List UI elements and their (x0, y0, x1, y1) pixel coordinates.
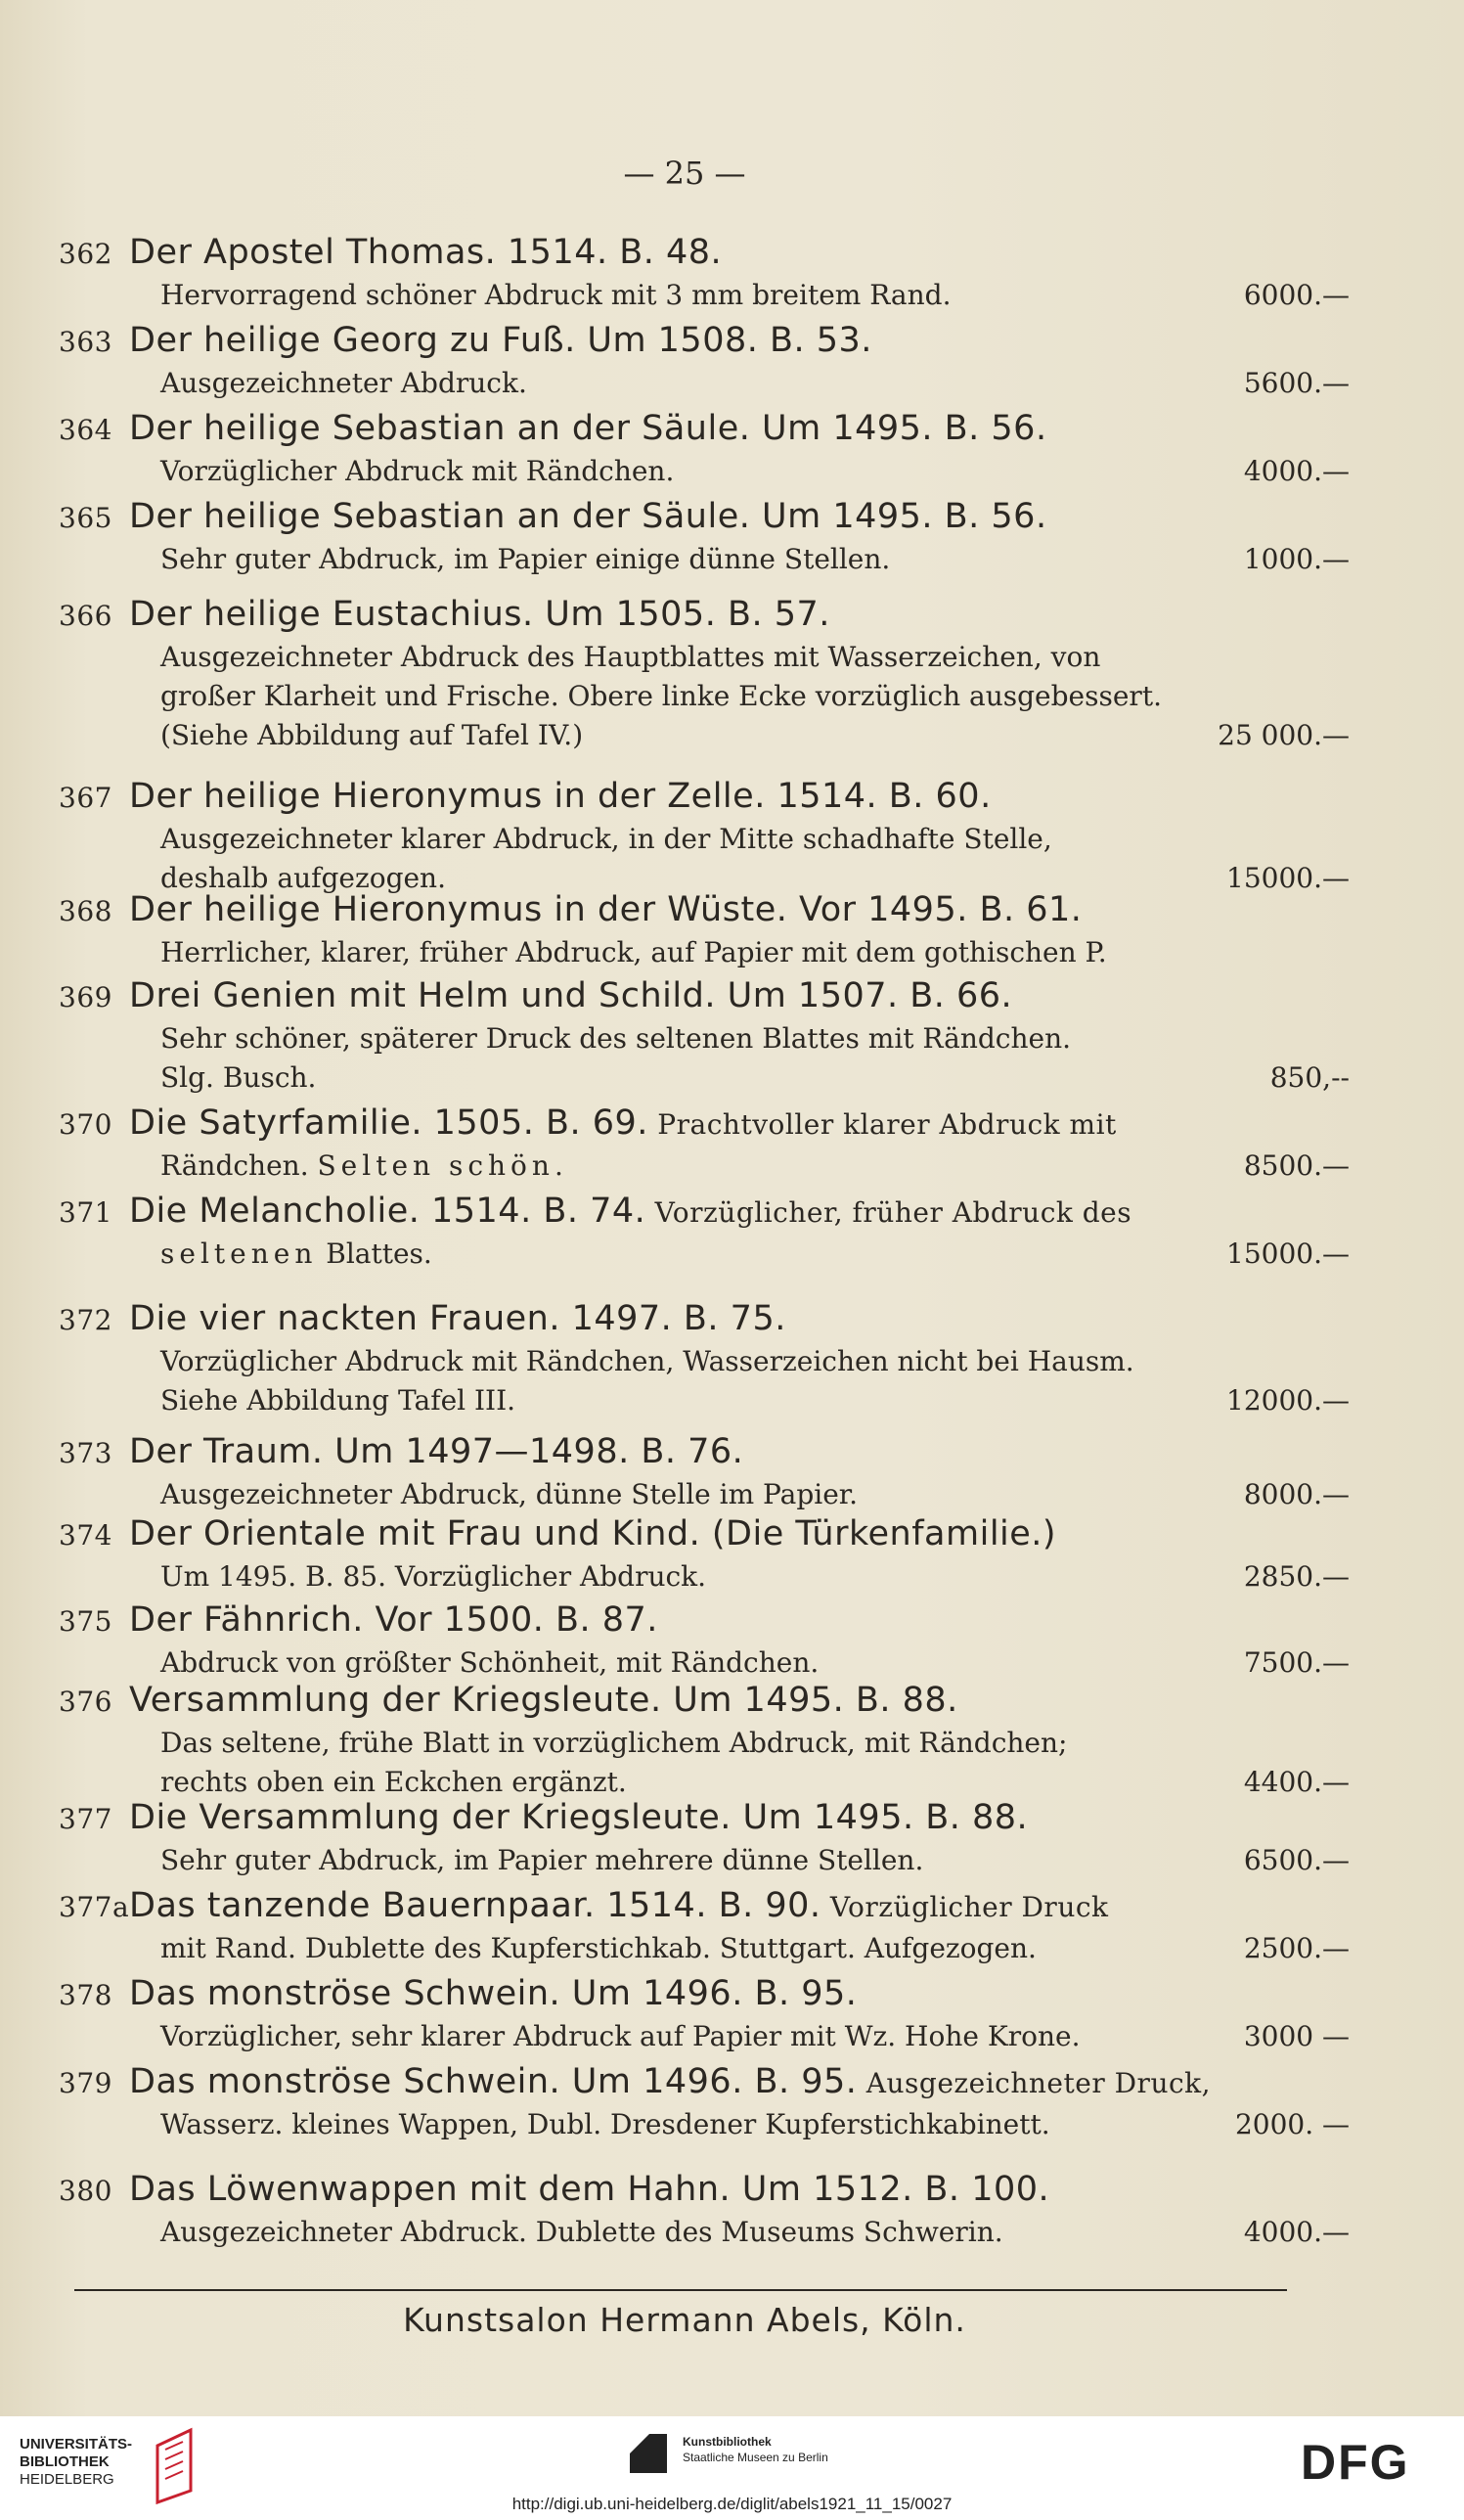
entry-number: 377 (59, 1803, 112, 1835)
description-text: großer Klarheit und Frische. Obere linke Ecke vorzüglich ausgebessert. (160, 680, 1162, 712)
entry-title-line (59, 1679, 1320, 1724)
entry-price: 5600.— (1243, 367, 1350, 399)
entry-price: 2500.— (1243, 1932, 1350, 1964)
description-text: Vorzüglicher Abdruck mit Rändchen, Wasserzeichen nicht bei Hausm. (160, 1345, 1134, 1377)
entry-number: 362 (59, 238, 112, 270)
catalog-entry (59, 1598, 1350, 1683)
catalog-entry (59, 495, 1350, 579)
ub-line-3: HEIDELBERG (20, 2471, 114, 2488)
entry-description (59, 638, 1320, 677)
entry-number: 379 (59, 2067, 112, 2099)
entry-title: Der heilige Sebastian an der Säule. Um 1495. B. 56. (129, 409, 1047, 448)
entry-title: Das monströse Schwein. Um 1496. B. 95. (129, 1974, 858, 2013)
description-text: Ausgezeichneter Abdruck. (160, 367, 527, 399)
catalog-entry (59, 407, 1350, 491)
entry-description (59, 1147, 1350, 1186)
entry-title-line (59, 1430, 1320, 1475)
entry-number: 375 (59, 1605, 112, 1638)
catalog-entry (59, 1884, 1350, 1968)
entry-price: 25 000.— (1218, 719, 1350, 751)
publisher-footer: Kunstsalon Hermann Abels, Köln. (403, 2301, 966, 2339)
entry-number: 369 (59, 981, 112, 1013)
entry-title: Die Versammlung der Kriegsleute. Um 1495. B. 88. (129, 1798, 1029, 1837)
entry-title-line (59, 407, 1320, 452)
spaced-emphasis: Selten schön. (317, 1149, 568, 1182)
footer-rule (74, 2289, 1287, 2291)
entry-description (59, 1724, 1320, 1763)
entry-title-tail: Vorzüglicher Druck (821, 1891, 1109, 1923)
entry-price: 4000.— (1243, 455, 1350, 487)
catalog-entry (59, 775, 1350, 898)
entry-number: 376 (59, 1686, 112, 1718)
description-text: Ausgezeichneter klarer Abdruck, in der Mitte schadhafte Stelle, (160, 823, 1052, 855)
description-text: Ausgezeichneter Abdruck des Hauptblattes mit Wasserzeichen, von (160, 641, 1101, 673)
description-text: Herrlicher, klarer, früher Abdruck, auf Papier mit dem gothischen P. (160, 936, 1107, 968)
entry-description (59, 716, 1350, 755)
entry-number: 373 (59, 1437, 112, 1469)
entry-title: Das Löwenwappen mit dem Hahn. Um 1512. B. 100. (129, 2170, 1050, 2209)
entry-title-line (59, 1297, 1320, 1342)
description-text: Abdruck von größter Schönheit, mit Rändchen. (160, 1646, 820, 1679)
entry-title: Der Orientale mit Frau und Kind. (Die Türkenfamilie.) (129, 1514, 1057, 1553)
entry-number: 374 (59, 1519, 112, 1552)
entry-description (59, 276, 1350, 315)
entry-title: Die Melancholie. 1514. B. 74. (129, 1192, 646, 1231)
entry-title: Das tanzende Bauernpaar. 1514. B. 90. (129, 1886, 821, 1925)
entry-number: 372 (59, 1304, 112, 1336)
entry-number: 378 (59, 1979, 112, 2011)
entry-price: 2850.— (1243, 1560, 1350, 1593)
description-text: Ausgezeichneter Abdruck, dünne Stelle im Papier. (160, 1478, 858, 1510)
entry-title: Der heilige Georg zu Fuß. Um 1508. B. 53. (129, 321, 872, 360)
entry-description (59, 820, 1320, 859)
entry-title: Der heilige Hieronymus in der Zelle. 1514. B. 60. (129, 777, 992, 816)
description-text: (Siehe Abbildung auf Tafel IV.) (160, 719, 584, 751)
entry-title: Der Apostel Thomas. 1514. B. 48. (129, 233, 723, 272)
entry-price: 12000.— (1226, 1384, 1350, 1417)
entry-title-line (59, 1884, 1320, 1929)
entry-number: 363 (59, 326, 112, 358)
spaced-emphasis: seltenen (160, 1238, 318, 1270)
page-number: — 25 — (623, 155, 746, 192)
entry-price: 6500.— (1243, 1844, 1350, 1876)
entry-price: 1000.— (1243, 543, 1350, 575)
entry-description (59, 1342, 1320, 1381)
description-text: Vorzüglicher Abdruck mit Rändchen. (160, 455, 675, 487)
catalog-entry (59, 888, 1320, 972)
catalog-entry (59, 593, 1350, 755)
entry-number: 364 (59, 414, 112, 446)
entry-number: 380 (59, 2175, 112, 2207)
entry-description (59, 1929, 1350, 1968)
entry-title-line (59, 1796, 1320, 1841)
kb-line-1: Kunstbibliothek (683, 2435, 772, 2449)
entry-description (59, 933, 1320, 972)
entry-title-line (59, 1972, 1320, 2017)
entry-price: 8500.— (1243, 1149, 1350, 1182)
description-text: Siehe Abbildung Tafel III. (160, 1384, 516, 1417)
entry-title: Die vier nackten Frauen. 1497. B. 75. (129, 1299, 786, 1338)
dfg-logo[interactable]: DFG (1301, 2435, 1410, 2490)
catalog-entry (59, 1430, 1350, 1514)
description-text: Das seltene, frühe Blatt in vorzüglichem Abdruck, mit Rändchen; (160, 1727, 1068, 1759)
entry-title-tail: Prachtvoller klarer Abdruck mit (647, 1108, 1117, 1141)
entry-title: Der Traum. Um 1497—1498. B. 76. (129, 1432, 744, 1471)
entry-price: 8000.— (1243, 1478, 1350, 1510)
entry-price: 850,-- (1269, 1061, 1350, 1094)
description-text: Um 1495. B. 85. Vorzüglicher Abdruck. (160, 1560, 707, 1593)
kunstbibliothek-logo[interactable] (626, 2430, 828, 2481)
entry-number: 368 (59, 895, 112, 927)
description-text: Wasserz. kleines Wappen, Dubl. Dresdener Kupferstichkabinett. (160, 2108, 1050, 2140)
kb-line-2: Staatliche Museen zu Berlin (683, 2451, 828, 2464)
entry-title: Der heilige Eustachius. Um 1505. B. 57. (129, 595, 830, 634)
description-text: rechts oben ein Eckchen ergänzt. (160, 1766, 627, 1798)
entry-title: Der heilige Sebastian an der Säule. Um 1495. B. 56. (129, 497, 1047, 536)
catalog-entry (59, 1679, 1350, 1802)
permalink-url[interactable]: http://digi.ub.uni-heidelberg.de/diglit/abels1921_11_15/0027 (511, 2495, 953, 2513)
catalog-entry (59, 319, 1350, 403)
entry-title-line (59, 2060, 1320, 2105)
ub-line-2: BIBLIOTHEK (20, 2453, 110, 2470)
entry-title: Der Fähnrich. Vor 1500. B. 87. (129, 1600, 658, 1640)
entry-description (59, 540, 1350, 579)
description-text: Rändchen. (160, 1149, 318, 1182)
ub-emblem-icon (152, 2426, 202, 2504)
entry-price: 7500.— (1243, 1646, 1350, 1679)
entry-description (59, 1841, 1350, 1880)
description-tail: Blattes. (317, 1238, 432, 1270)
entry-title-line (59, 495, 1320, 540)
entry-description (59, 1557, 1350, 1597)
entry-price: 15000.— (1226, 862, 1350, 894)
entry-price: 4400.— (1243, 1766, 1350, 1798)
catalog-entry (59, 1297, 1350, 1420)
description-text: Sehr guter Abdruck, im Papier mehrere dünne Stellen. (160, 1844, 924, 1876)
catalog-entry (59, 1796, 1350, 1880)
entry-title: Der heilige Hieronymus in der Wüste. Vor 1495. B. 61. (129, 890, 1083, 929)
entry-title-line (59, 2168, 1320, 2213)
entry-title-line (59, 1102, 1320, 1147)
entry-description (59, 452, 1350, 491)
entry-number: 366 (59, 600, 112, 632)
entry-description (59, 1643, 1350, 1683)
ub-heidelberg-logo[interactable] (20, 2436, 132, 2489)
catalog-entry (59, 1190, 1350, 1274)
entry-description (59, 677, 1320, 716)
catalog-entry (59, 1512, 1350, 1597)
catalog-entry (59, 974, 1350, 1098)
entry-title-line (59, 775, 1320, 820)
entry-description (59, 364, 1350, 403)
entry-description (59, 1019, 1320, 1058)
entry-price: 2000. — (1234, 2108, 1350, 2140)
description-text: Vorzüglicher, sehr klarer Abdruck auf Papier mit Wz. Hohe Krone. (160, 2020, 1081, 2052)
entry-title-line (59, 593, 1320, 638)
description-text: Hervorragend schöner Abdruck mit 3 mm breitem Rand. (160, 279, 952, 311)
description-text: Sehr schöner, späterer Druck des seltenen Blattes mit Rändchen. (160, 1022, 1072, 1055)
entry-title: Drei Genien mit Helm und Schild. Um 1507. B. 66. (129, 976, 1013, 1015)
description-text: Ausgezeichneter Abdruck. Dublette des Museums Schwerin. (160, 2216, 1003, 2248)
entry-title-line (59, 888, 1320, 933)
entry-price: 4000.— (1243, 2216, 1350, 2248)
entry-description (59, 2017, 1350, 2056)
entry-number: 377a (59, 1891, 130, 1923)
entry-number: 371 (59, 1196, 112, 1229)
entry-description (59, 2213, 1350, 2252)
entry-number: 370 (59, 1108, 112, 1141)
entry-title-line (59, 974, 1320, 1019)
catalog-entry (59, 231, 1350, 315)
entry-title-line (59, 1598, 1320, 1643)
entry-price: 15000.— (1226, 1238, 1350, 1270)
entry-price: 3000 — (1243, 2020, 1350, 2052)
description-text: deshalb aufgezogen. (160, 862, 446, 894)
catalog-entry (59, 1102, 1350, 1186)
entry-price: 6000.— (1243, 279, 1350, 311)
catalog-entry (59, 2060, 1350, 2144)
entry-title-line (59, 1190, 1320, 1235)
catalog-entry (59, 1972, 1350, 2056)
entry-title: Die Satyrfamilie. 1505. B. 69. (129, 1103, 648, 1143)
entry-description (59, 1058, 1350, 1098)
entry-title-tail: Ausgezeichneter Druck, (857, 2067, 1212, 2099)
description-text: mit Rand. Dublette des Kupferstichkab. Stuttgart. Aufgezogen. (160, 1932, 1037, 1964)
entry-title-line (59, 1512, 1320, 1557)
entry-title-tail: Vorzüglicher, früher Abdruck des (645, 1196, 1132, 1229)
description-text: Sehr guter Abdruck, im Papier einige dünne Stellen. (160, 543, 891, 575)
entry-description (59, 1475, 1350, 1514)
ub-line-1: UNIVERSITÄTS- (20, 2436, 133, 2452)
kunstbibliothek-emblem-icon (626, 2430, 671, 2477)
entry-title: Das monströse Schwein. Um 1496. B. 95. (129, 2062, 858, 2101)
entry-title-line (59, 319, 1320, 364)
entry-number: 365 (59, 502, 112, 534)
entry-description (59, 2105, 1350, 2144)
catalog-entry (59, 2168, 1350, 2252)
entry-description (59, 1235, 1350, 1274)
entry-title-line (59, 231, 1320, 276)
entry-number: 367 (59, 782, 112, 814)
entry-title: Versammlung der Kriegsleute. Um 1495. B. 88. (129, 1681, 958, 1720)
description-text: Slg. Busch. (160, 1061, 317, 1094)
entry-description (59, 1381, 1350, 1420)
